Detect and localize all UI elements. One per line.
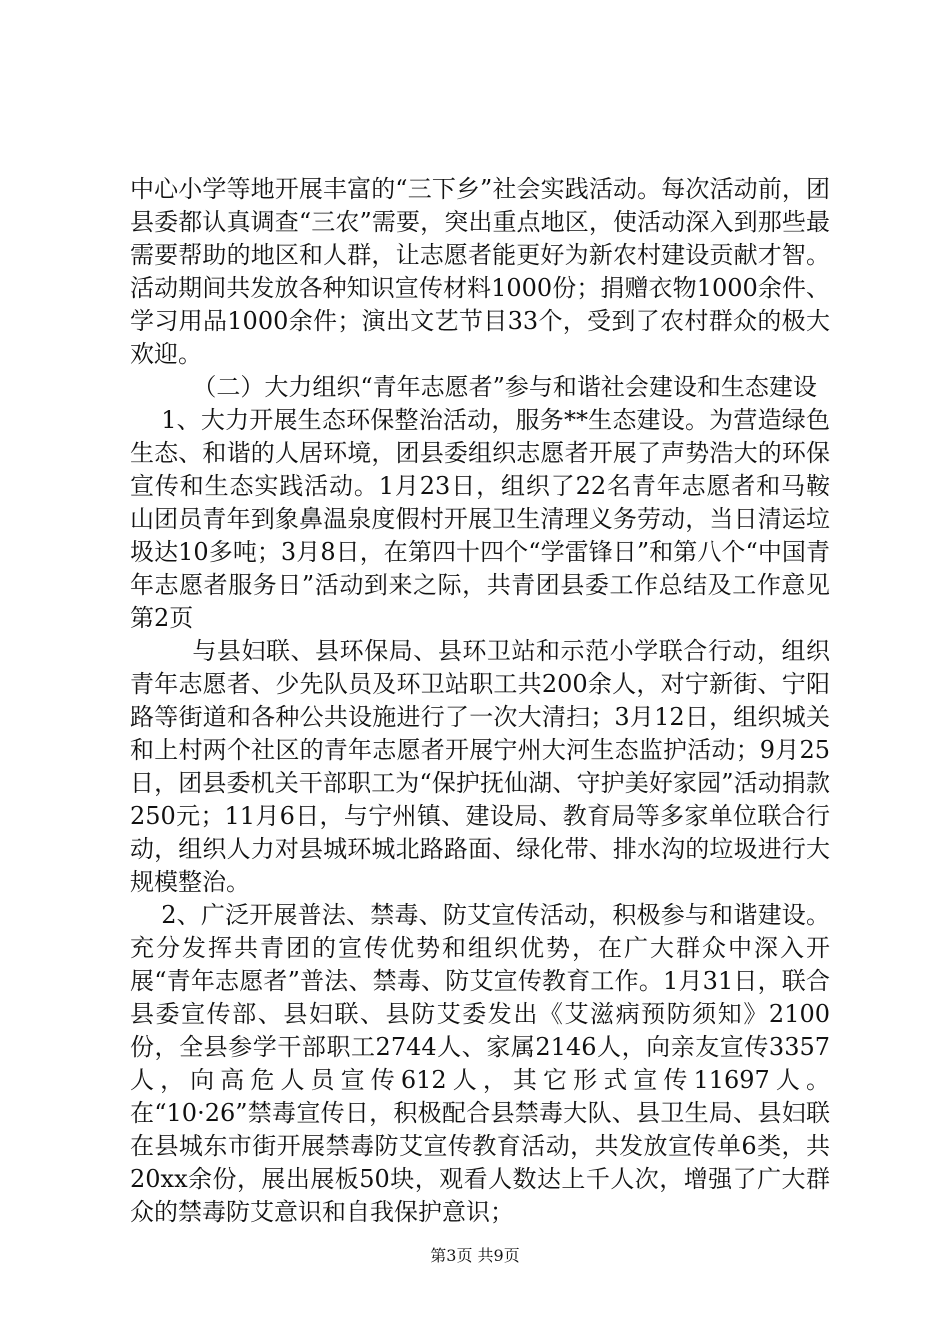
paragraph-rural-activities: 中心小学等地开展丰富的“三下乡”社会实践活动。每次活动前，团县委都认真调查“三农”需要，突出重点地区，使活动深入到那些最需要帮助的地区和人群，让志愿者能更好为新农村建设贡献才智。活动期间共发放各种知识宣传材料1000份；捐赠衣物1000余件、学习用品1000余件；演出文艺节目33个，受到了农村群众的极大欢迎。 xyxy=(130,175,830,368)
paragraph-cleanup-actions: 与县妇联、县环保局、县环卫站和示范小学联合行动，组织青年志愿者、少先队员及环卫站职工共200余人，对宁新街、宁阳路等街道和各种公共设施进行了一次大清扫；3月12日，组织城关和上村两个社区的青年志愿者开展宁州大河生态监护活动；9月25日，团县委机关干部职工为“保护抚仙湖、守护美好家园”活动捐款250元；11月6日，与宁州镇、建设局、教育局等多家单位联合行动，组织人力对县城环城北路路面、绿化带、排水沟的垃圾进行大规模整治。 xyxy=(130,637,830,896)
paragraph-legal-drug-aids-promotion: 2、广泛开展普法、禁毒、防艾宣传活动，积极参与和谐建设。充分发挥共青团的宣传优势和组织优势，在广大群众中深入开展“青年志愿者”普法、禁毒、防艾宣传教育工作。1月31日，联合县委宣传部、县妇联、县防艾委发出《艾滋病预防须知》2100份，全县参学干部职工2744人、家属2146人，向亲友宣传3357人，向高危人员宣传612人，其它形式宣传11697人。在“10·26”禁毒宣传日，积极配合县禁毒大队、县卫生局、县妇联在县城东市街开展禁毒防艾宣传教育活动，共发放宣传单6类，共20xx余份，展出展板50块，观看人数达上千人次，增强了广大群众的禁毒防艾意识和自我保护意识； xyxy=(130,901,830,1226)
page-number-footer: 第3页 共9页 xyxy=(430,1246,520,1265)
paragraph-eco-campaign: 1、大力开展生态环保整治活动，服务**生态建设。为营造绿色生态、和谐的人居环境，团县委组织志愿者开展了声势浩大的环保宣传和生态实践活动。1月23日，组织了22名青年志愿者和马鞍山团员青年到象鼻温泉度假村开展卫生清理义务劳动，当日清运垃圾达10多吨；3月8日，在第四十四个“学雷锋日”和第八个“中国青年志愿者服务日”活动到来之际，共青团县委工作总结及工作意见第2页 xyxy=(130,406,830,632)
document-body xyxy=(130,173,830,1229)
section-heading-volunteers: （二）大力组织“青年志愿者”参与和谐社会建设和生态建设 xyxy=(192,373,817,401)
